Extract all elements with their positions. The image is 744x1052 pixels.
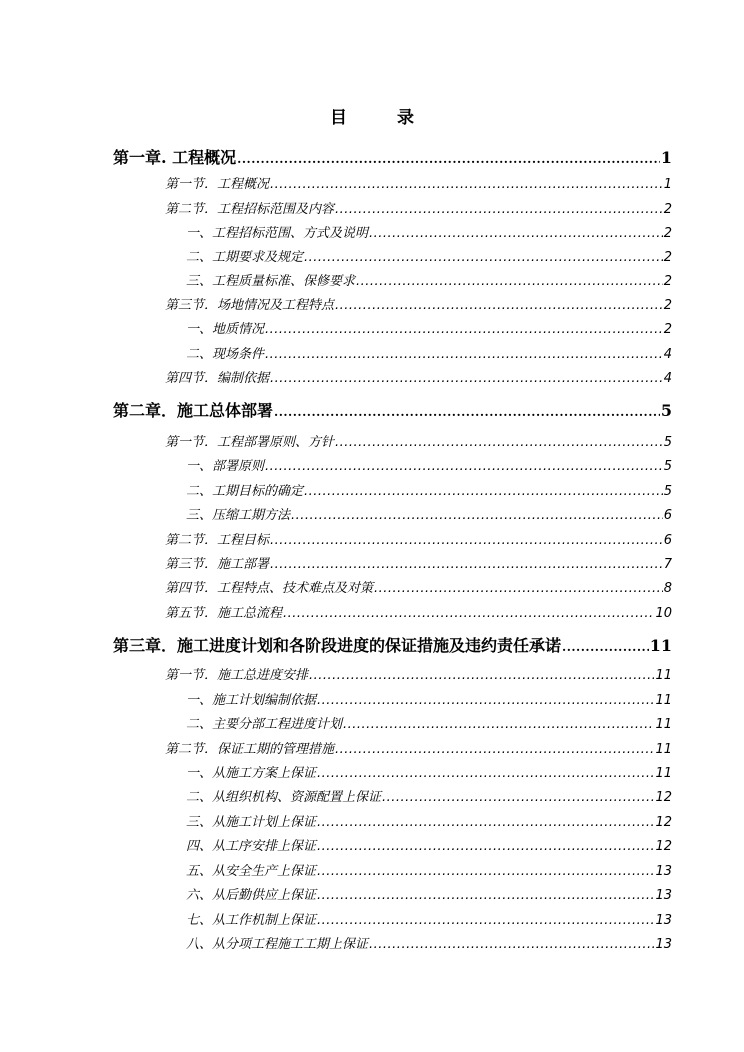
dot-leader (270, 557, 663, 572)
toc-entry-label: 一、施工计划编制依据 (186, 693, 317, 708)
toc-page-number: 7 (663, 557, 672, 572)
dot-leader (304, 484, 663, 499)
toc-page-number: 1 (660, 148, 672, 167)
toc-page-number: 11 (655, 693, 672, 708)
toc-entry-section[interactable] (165, 367, 672, 386)
toc-page-number: 12 (655, 839, 672, 854)
toc-page-number: 11 (655, 668, 672, 683)
toc-page-number: 11 (649, 636, 672, 655)
toc-entry-section[interactable] (165, 198, 672, 217)
dot-leader (265, 459, 663, 474)
dot-leader (265, 322, 663, 337)
toc-entry-sub[interactable] (186, 270, 672, 289)
dot-leader (343, 717, 654, 732)
toc-entry-sub[interactable] (186, 909, 672, 928)
toc-entry-section[interactable] (165, 294, 672, 313)
toc-entry-sub[interactable] (186, 455, 672, 474)
toc-entry-section[interactable] (165, 529, 672, 548)
toc-entry-label: 三、工程质量标准、保修要求 (186, 274, 356, 289)
dot-leader (369, 226, 663, 241)
toc-entry-label: 第三节．施工部署 (165, 557, 270, 572)
toc-entry-section[interactable] (165, 577, 672, 596)
toc-entry-sub[interactable] (186, 835, 672, 854)
toc-page-number: 13 (655, 913, 672, 928)
page-title: 目 录 (330, 108, 436, 128)
dot-leader (317, 693, 654, 708)
toc-page-number: 2 (663, 250, 672, 265)
toc-page-number: 12 (655, 790, 672, 805)
dot-leader (265, 347, 663, 362)
toc-page-number: 5 (663, 484, 672, 499)
toc-entry-label: 八、从分项工程施工工期上保证 (186, 937, 369, 952)
dot-leader (237, 152, 660, 166)
dot-leader (270, 177, 663, 192)
dot-leader (270, 371, 663, 386)
toc-entry-section[interactable] (165, 664, 672, 683)
toc-entry-sub[interactable] (186, 811, 672, 830)
toc-entry-chapter[interactable] (113, 145, 672, 168)
toc-entry-label: 一、从施工方案上保证 (186, 766, 317, 781)
dot-leader (335, 742, 654, 757)
toc-entry-sub[interactable] (186, 480, 672, 499)
toc-entry-label: 第一节．工程部署原则、方针 (165, 435, 335, 450)
toc-entry-label: 第一节．工程概况 (165, 177, 270, 192)
toc-page-number: 2 (663, 298, 672, 313)
toc-entry-label: 第一章. 工程概况 (113, 148, 237, 167)
toc-entry-section[interactable] (165, 431, 672, 450)
dot-leader (369, 937, 654, 952)
toc-entry-label: 一、地质情况 (186, 322, 265, 337)
toc-entry-sub[interactable] (186, 933, 672, 952)
toc-entry-label: 二、工期要求及规定 (186, 250, 304, 265)
toc-page-number: 6 (663, 533, 672, 548)
toc-entry-label: 一、部署原则 (186, 459, 265, 474)
toc-entry-label: 第四节．工程特点、技术难点及对策 (165, 581, 374, 596)
toc-entry-sub[interactable] (186, 860, 672, 879)
toc-entry-sub[interactable] (186, 504, 672, 523)
toc-page-number: 2 (663, 202, 672, 217)
toc-entry-sub[interactable] (186, 246, 672, 265)
toc-entry-sub[interactable] (186, 689, 672, 708)
dot-leader (374, 581, 663, 596)
toc-page-number: 4 (663, 371, 672, 386)
dot-leader (317, 766, 654, 781)
toc-page-number: 2 (663, 226, 672, 241)
toc-entry-label: 三、从施工计划上保证 (186, 815, 317, 830)
toc-entry-chapter[interactable] (113, 398, 672, 421)
dot-leader (270, 533, 663, 548)
toc-entry-sub[interactable] (186, 343, 672, 362)
toc-entry-label: 二、工期目标的确定 (186, 484, 304, 499)
dot-leader (317, 815, 654, 830)
toc-entry-label: 三、压缩工期方法 (186, 508, 291, 523)
toc-entry-section[interactable] (165, 738, 672, 757)
toc-entry-sub[interactable] (186, 713, 672, 732)
toc-page-number: 5 (663, 459, 672, 474)
toc-entry-sub[interactable] (186, 318, 672, 337)
toc-page-number: 13 (655, 888, 672, 903)
dot-leader (382, 790, 654, 805)
toc-page-number: 13 (655, 937, 672, 952)
toc-entry-label: 四、从工序安排上保证 (186, 839, 317, 854)
dot-leader (274, 405, 660, 419)
toc-entry-label: 五、从安全生产上保证 (186, 864, 317, 879)
toc-entry-sub[interactable] (186, 762, 672, 781)
toc-entry-label: 七、从工作机制上保证 (186, 913, 317, 928)
toc-page-number: 12 (655, 815, 672, 830)
toc-page-number: 6 (663, 508, 672, 523)
toc-entry-sub[interactable] (186, 884, 672, 903)
dot-leader (291, 508, 663, 523)
dot-leader (335, 435, 663, 450)
toc-entry-label: 二、主要分部工程进度计划 (186, 717, 343, 732)
toc-entry-label: 第二节．工程招标范围及内容 (165, 202, 335, 217)
toc-page-number: 2 (663, 322, 672, 337)
toc-page-number: 5 (660, 401, 672, 420)
dot-leader (283, 606, 654, 621)
toc-page-number: 10 (655, 606, 672, 621)
toc-page-number: 2 (663, 274, 672, 289)
toc-entry-label: 第三节．场地情况及工程特点 (165, 298, 335, 313)
toc-entry-label: 第二节．工程目标 (165, 533, 270, 548)
toc-entry-chapter[interactable] (113, 633, 672, 656)
toc-page-number: 5 (663, 435, 672, 450)
dot-leader (317, 864, 654, 879)
toc-entry-sub[interactable] (186, 786, 672, 805)
toc-page-number: 11 (655, 717, 672, 732)
dot-leader (335, 202, 663, 217)
dot-leader (356, 274, 663, 289)
toc-page-number: 1 (663, 177, 672, 192)
toc-entry-section[interactable] (165, 602, 672, 621)
dot-leader (317, 913, 654, 928)
toc-entry-section[interactable] (165, 173, 672, 192)
toc-entry-label: 第二节．保证工期的管理措施 (165, 742, 335, 757)
toc-page-number: 4 (663, 347, 672, 362)
toc-page-number: 11 (655, 766, 672, 781)
toc-entry-label: 第四节．编制依据 (165, 371, 270, 386)
toc-entry-label: 二、现场条件 (186, 347, 265, 362)
dot-leader (317, 888, 654, 903)
dot-leader (309, 668, 654, 683)
dot-leader (317, 839, 654, 854)
toc-entry-label: 第五节．施工总流程 (165, 606, 283, 621)
toc-entry-label: 第二章．施工总体部署 (113, 401, 274, 420)
toc-entry-label: 六、从后勤供应上保证 (186, 888, 317, 903)
toc-entry-label: 第三章．施工进度计划和各阶段进度的保证措施及违约责任承诺 (113, 636, 562, 655)
toc-entry-label: 二、从组织机构、资源配置上保证 (186, 790, 382, 805)
toc-entry-label: 第一节．施工总进度安排 (165, 668, 309, 683)
dot-leader (335, 298, 663, 313)
toc-entry-sub[interactable] (186, 222, 672, 241)
toc-page-number: 8 (663, 581, 672, 596)
dot-leader (304, 250, 663, 265)
toc-page-number: 13 (655, 864, 672, 879)
toc-page-number: 11 (655, 742, 672, 757)
toc-entry-label: 一、工程招标范围、方式及说明 (186, 226, 369, 241)
toc-entry-section[interactable] (165, 553, 672, 572)
dot-leader (562, 640, 649, 654)
